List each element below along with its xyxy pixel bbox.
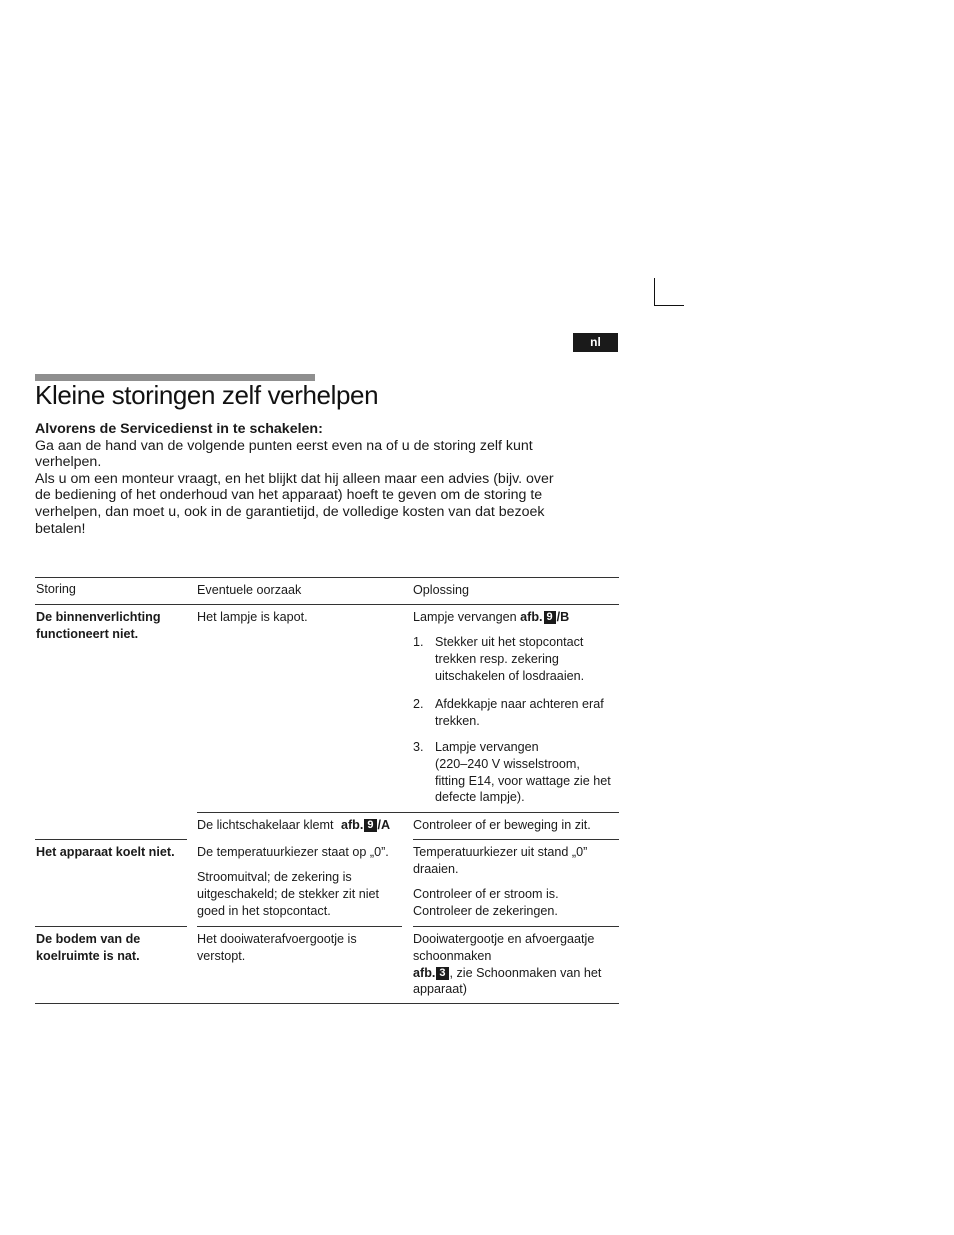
- solution-cell: [413, 844, 587, 878]
- cause-line: Het dooiwaterafvoergootje is: [197, 932, 357, 946]
- figure-suffix: , zie Schoonmaken van het: [449, 965, 602, 980]
- table-bottom-rule: [35, 1003, 619, 1004]
- intro-line: verhelpen, dan moet u, ook in de garantietijd, de volledige kosten van dat bezoek: [35, 503, 545, 520]
- step-text: [435, 696, 621, 730]
- step-line: uitschakelen of losdraaien.: [435, 668, 585, 683]
- cause-line: Stroomuitval; de zekering is: [197, 870, 352, 884]
- figure-reference: afb.: [520, 610, 543, 624]
- row-divider: [197, 926, 402, 927]
- figure-reference: afb.: [340, 818, 364, 832]
- step-number: 1.: [413, 635, 424, 649]
- storing-line: koelruimte is nat.: [36, 948, 140, 963]
- step-line: Lampje vervangen: [435, 740, 539, 754]
- solution-line: Controleer of er stroom is.: [413, 887, 559, 901]
- solution-line: schoonmaken: [413, 948, 492, 963]
- figure-number-badge: 3: [436, 967, 448, 980]
- row-divider: [35, 839, 187, 840]
- row-divider: [197, 812, 619, 813]
- storing-cell: [36, 609, 186, 643]
- solution-line: Dooiwatergootje en afvoergaatje: [413, 932, 595, 946]
- table-top-rule: [35, 577, 619, 578]
- storing-line: functioneert niet.: [36, 626, 139, 641]
- intro-section: [35, 421, 595, 537]
- step-text: [435, 739, 621, 806]
- cause-cell: [197, 817, 390, 834]
- storing-cell: [36, 931, 140, 965]
- row-divider: [35, 926, 187, 927]
- row-divider: [413, 839, 619, 840]
- step-number: 2.: [413, 697, 424, 711]
- cause-line: verstopt.: [197, 948, 246, 963]
- intro-heading: Alvorens de Servicedienst in te schakelen:: [35, 421, 323, 437]
- figure-number-badge: 9: [364, 819, 376, 832]
- storing-line: De binnenverlichting: [36, 610, 161, 624]
- solution-line: apparaat): [413, 982, 467, 997]
- solution-cell: [413, 609, 569, 626]
- solution-line: draaien.: [413, 861, 459, 876]
- header-rule: [35, 604, 619, 605]
- storing-cell: Het apparaat koelt niet.: [36, 845, 175, 859]
- cause-cell: [197, 869, 402, 919]
- intro-line: betalen!: [35, 520, 86, 537]
- cause-text: De lichtschakelaar klemt: [197, 818, 334, 832]
- cause-cell: Het lampje is kapot.: [197, 610, 308, 624]
- step-line: (220–240 V wisselstroom,: [435, 756, 580, 771]
- cause-line: uitgeschakeld; de stekker zit niet: [197, 886, 380, 901]
- solution-cell: [413, 931, 619, 998]
- cause-line: goed in het stopcontact.: [197, 903, 331, 918]
- column-header: Oplossing: [413, 583, 470, 597]
- column-header: Storing: [36, 582, 76, 596]
- intro-line: verhelpen.: [35, 454, 102, 471]
- step-line: Afdekkapje naar achteren eraf: [435, 697, 604, 711]
- language-badge: nl: [573, 333, 618, 352]
- step-line: defecte lampje).: [435, 790, 525, 805]
- crop-mark: [654, 278, 684, 306]
- step-number: 3.: [413, 740, 424, 754]
- solution-line: Controleer de zekeringen.: [413, 903, 558, 918]
- solution-cell: Controleer of er beweging in zit.: [413, 818, 591, 832]
- row-divider: [413, 926, 619, 927]
- step-line: Stekker uit het stopcontact: [435, 635, 584, 649]
- figure-reference: afb.: [413, 965, 436, 980]
- step-text: [435, 634, 621, 684]
- page-title: Kleine storingen zelf verhelpen: [35, 380, 379, 410]
- solution-line: [413, 965, 619, 982]
- step-line: fitting E14, voor wattage zie het: [435, 773, 611, 788]
- figure-suffix: /A: [377, 818, 391, 832]
- step-line: trekken.: [435, 713, 480, 728]
- intro-line: Ga aan de hand van de volgende punten eerst even na of u de storing zelf kunt: [35, 437, 533, 454]
- cause-cell: [197, 931, 357, 965]
- step-line: trekken resp. zekering: [435, 651, 559, 666]
- figure-suffix: /B: [556, 610, 570, 624]
- solution-cell: [413, 886, 559, 920]
- column-header: Eventuele oorzaak: [197, 583, 302, 597]
- storing-line: De bodem van de: [36, 932, 141, 946]
- solution-text: Lampje vervangen: [413, 610, 517, 624]
- intro-line: Als u om een monteur vraagt, en het blijkt dat hij alleen maar een advies (bijv. over: [35, 470, 554, 487]
- solution-line: Temperatuurkiezer uit stand „0”: [413, 845, 588, 859]
- figure-number-badge: 9: [544, 611, 556, 624]
- intro-line: de bediening of het onderhoud van het apparaat) hoeft te geven om de storing te: [35, 487, 543, 504]
- cause-cell: De temperatuurkiezer staat op „0”.: [197, 845, 389, 859]
